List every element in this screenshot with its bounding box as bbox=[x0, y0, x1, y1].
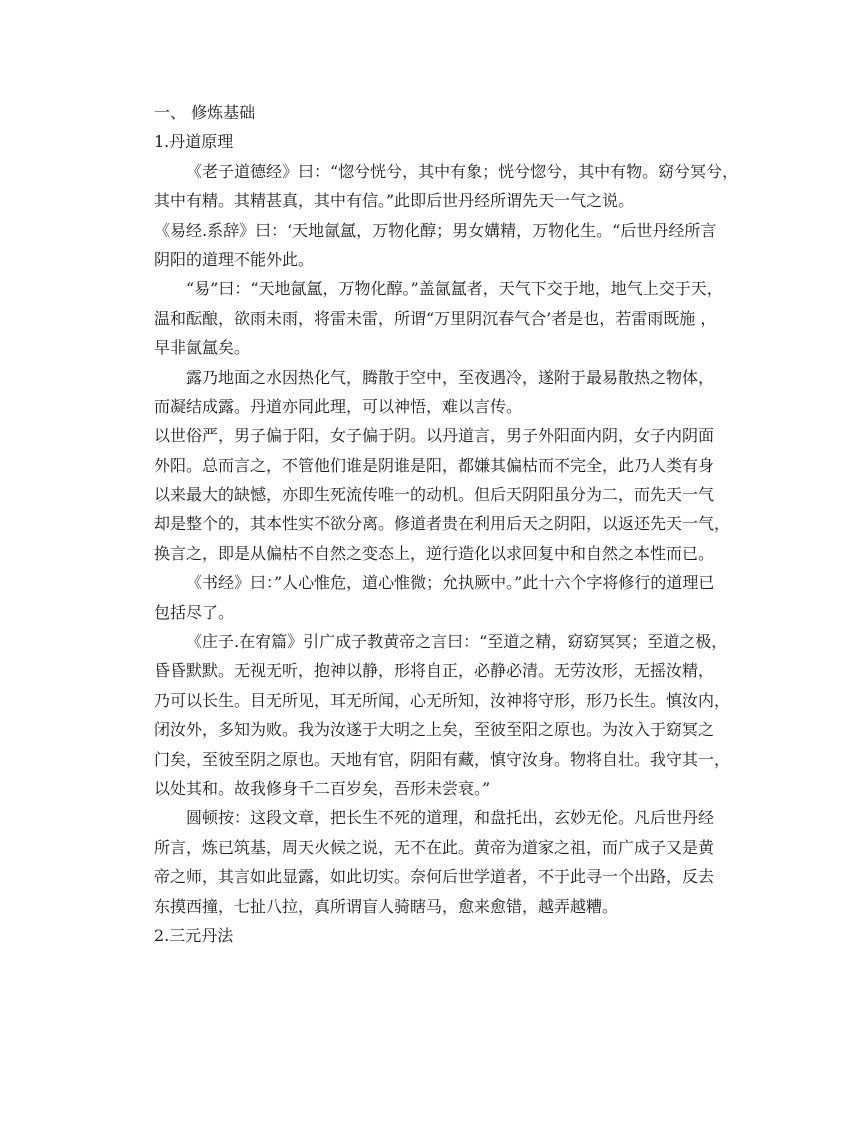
text-line: 以处其和。故我修身千二百岁矣，吾形未尝衰。” bbox=[154, 778, 491, 798]
text-line: 圆顿按：这段文章，把长生不死的道理，和盘托出，玄妙无伦。凡后世丹经 bbox=[186, 808, 715, 828]
subsection-heading: 2.三元丹法 bbox=[154, 925, 234, 945]
text-line: 昏昏默默。无视无听，抱神以静，形将自正，必静必清。无劳汝形，无摇汝精， bbox=[154, 661, 715, 681]
text-line: 门矣，至彼至阴之原也。天地有官，阴阳有藏，慎守汝身。物将自壮。我守其一， bbox=[154, 749, 731, 769]
text-line: 却是整个的，其本性实不欲分离。修道者贵在利用后天之阴阳，以返还先天一气， bbox=[154, 514, 731, 534]
section-heading: 一、 修炼基础 bbox=[154, 103, 256, 122]
text-line: 温和酝酿，欲雨未雨，将雷未雷，所谓“万里阴沉春气合’者是也，若雷雨既施 ， bbox=[154, 308, 717, 328]
text-line: 包括尽了。 bbox=[154, 602, 235, 622]
text-line: 《易经.系辞》曰：‘天地氤氲，万物化醇；男女媾精，万物化生。“后世丹经所言 bbox=[154, 220, 717, 240]
text-line: 所言，炼已筑基，周天火候之说，无不在此。黄帝为道家之祖，而广成子又是黄 bbox=[154, 837, 715, 857]
text-line: “易”曰：“天地氤氲，万物化醇。”盖氤氲者，天气下交于地，地气上交于天， bbox=[186, 279, 723, 299]
text-line: 外阳。总而言之，不管他们谁是阴谁是阳，都嫌其偏枯而不完全，此乃人类有身 bbox=[154, 455, 715, 475]
text-line: 以世俗严，男子偏于阳，女子偏于阴。以丹道言，男子外阳面内阴，女子内阴面 bbox=[154, 426, 715, 446]
document-body bbox=[154, 98, 739, 950]
text-line: 以来最大的缺憾，亦即生死流传唯一的动机。但后天阴阳虽分为二，而先天一气 bbox=[154, 485, 715, 505]
text-line: 《书经》曰：”人心惟危，道心惟微；允执厥中。”此十六个字将修行的道理已 bbox=[186, 573, 715, 593]
text-line: 换言之，即是从偏枯不自然之变态上，逆行造化以求回复中和自然之本性而已。 bbox=[154, 543, 715, 563]
text-line: 而凝结成露。丹道亦同此理，可以神悟，难以言传。 bbox=[154, 396, 523, 416]
text-line: 《庄子.在宥篇》引广成子教黄帝之言曰：“至道之精，窈窈冥冥；至道之极， bbox=[186, 632, 728, 652]
text-line: 早非氤氲矣。 bbox=[154, 338, 251, 358]
text-line: 乃可以长生。目无所见，耳无所闻，心无所知，汝神将守形，形乃长生。慎汝内， bbox=[154, 690, 731, 710]
text-line: 其中有精。其精甚真，其中有信。”此即后世丹经所谓先天一气之说。 bbox=[154, 191, 635, 211]
text-line: 阴阳的道理不能外此。 bbox=[154, 249, 315, 269]
subsection-heading: 1.丹道原理 bbox=[154, 132, 234, 152]
text-line: 帝之师，其言如此显露，如此切实。奈何后世学道者，不于此寻一个出路，反去 bbox=[154, 867, 715, 887]
text-line: 《老子道德经》曰：“惚兮恍兮，其中有象；恍兮惚兮，其中有物。窈兮冥兮， bbox=[186, 161, 739, 181]
text-line: 东摸西撞，七扯八拉，真所谓盲人骑瞎马，愈来愈错，越弄越糟。 bbox=[154, 896, 619, 916]
text-line: 闭汝外，多知为败。我为汝遂于大明之上矣，至彼至阳之原也。为汝入于窈冥之 bbox=[154, 720, 715, 740]
text-line: 露乃地面之水因热化气，腾散于空中，至夜遇冷，遂附于最易散热之物体， bbox=[186, 367, 715, 387]
